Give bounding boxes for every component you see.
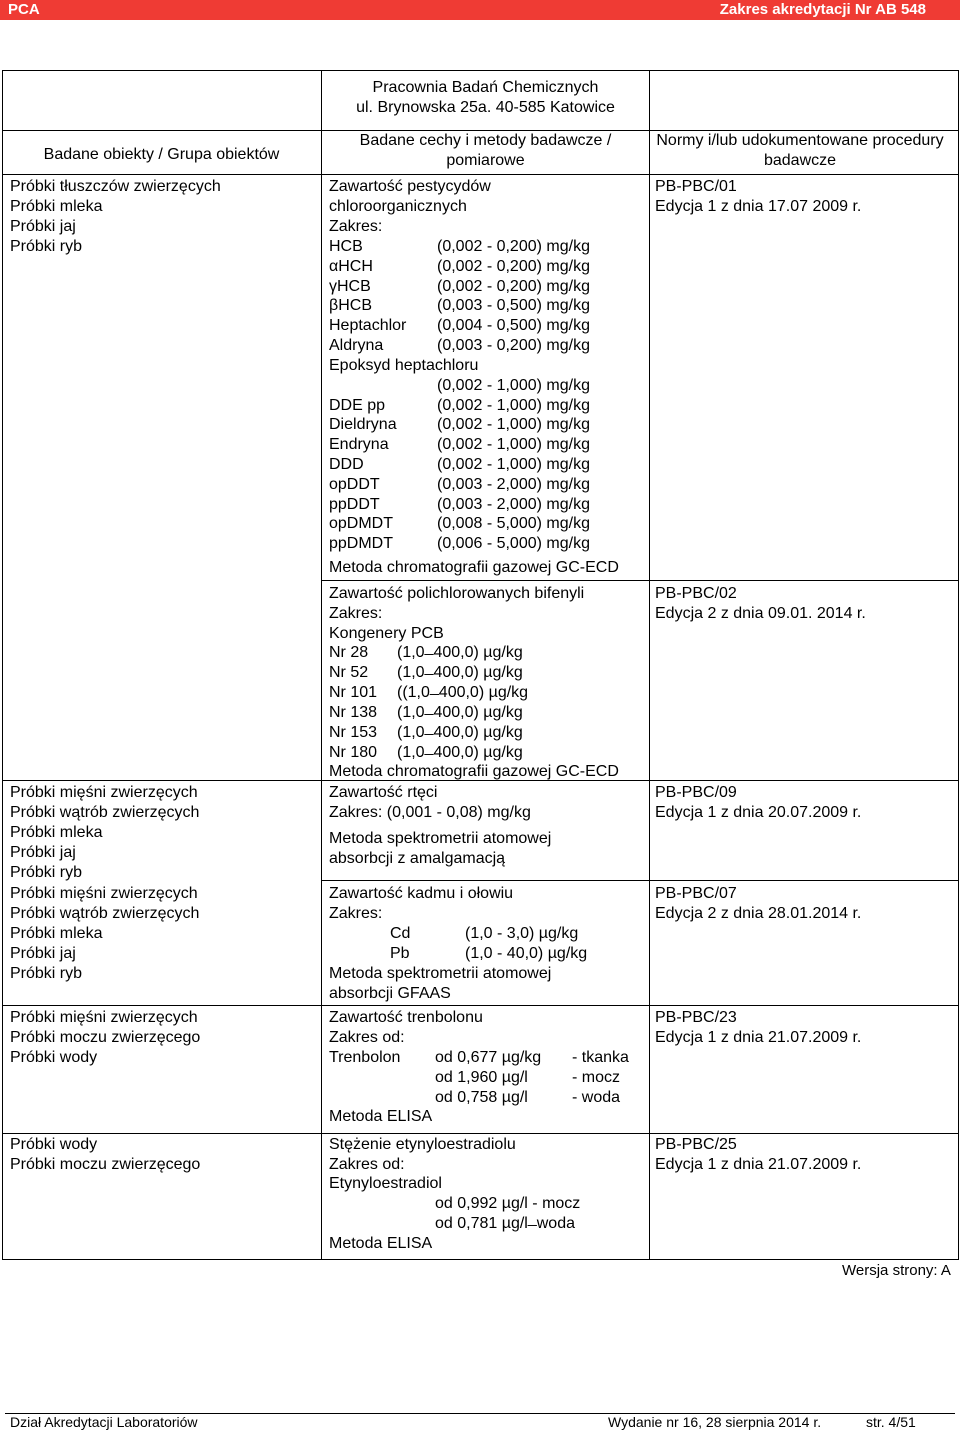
analyte-name: Cd bbox=[390, 925, 411, 942]
analyte-name: opDDT bbox=[329, 476, 380, 493]
norm-edition: Edycja 2 z dnia 28.01.2014 r. bbox=[655, 905, 862, 922]
analyte-range: (0,002 - 0,200) mg/kg bbox=[437, 238, 590, 255]
page-version: Wersja strony: A bbox=[842, 1262, 951, 1279]
object-item: Próbki tłuszczów zwierzęcych bbox=[10, 178, 221, 195]
analyte-name: Nr 138 bbox=[329, 704, 378, 721]
norm-code: PB-PBC/02 bbox=[655, 585, 737, 602]
object-item: Próbki mięśni zwierzęcych bbox=[10, 1009, 198, 1026]
norm-edition: Edycja 1 z dnia 17.07 2009 r. bbox=[655, 198, 862, 215]
column-divider-2 bbox=[649, 70, 650, 1260]
rule-row5 bbox=[2, 1133, 959, 1134]
analyte-range: (0,002 - 1,000) mg/kg bbox=[437, 456, 590, 473]
analyte-range: (0,002 - 1,000) mg/kg bbox=[437, 436, 590, 453]
range-label: Zakres od: bbox=[329, 1029, 405, 1046]
object-item: Próbki wody bbox=[10, 1136, 98, 1153]
analyte-name: γHCB bbox=[329, 278, 371, 295]
analyte-name: Endryna bbox=[329, 436, 389, 453]
analyte-range: od 0,677 µg/kg bbox=[435, 1049, 542, 1066]
method-text: Metoda ELISA bbox=[329, 1108, 433, 1125]
analyte-range: od 0,781 µg/l ̶ woda bbox=[435, 1215, 575, 1232]
object-item: Próbki mleka bbox=[10, 824, 103, 841]
object-item: Próbki wody bbox=[10, 1049, 98, 1066]
norm-edition: Edycja 1 z dnia 20.07.2009 r. bbox=[655, 804, 862, 821]
object-item: Próbki jaj bbox=[10, 844, 76, 861]
footer-edition: Wydanie nr 16, 28 sierpnia 2014 r. bbox=[608, 1414, 822, 1430]
analyte-name: Nr 180 bbox=[329, 744, 378, 761]
object-item: Próbki jaj bbox=[10, 945, 76, 962]
analyte-name: ppDDT bbox=[329, 496, 380, 513]
test-title: Zawartość pestycydów bbox=[329, 178, 491, 195]
norm-code: PB-PBC/07 bbox=[655, 885, 737, 902]
method-text: Metoda chromatografii gazowej GC-ECD bbox=[329, 763, 619, 780]
norm-code: PB-PBC/23 bbox=[655, 1009, 737, 1026]
object-item: Próbki mięśni zwierzęcych bbox=[10, 784, 198, 801]
analyte-range: od 0,758 µg/l bbox=[435, 1089, 528, 1106]
analyte-name: Nr 153 bbox=[329, 724, 378, 741]
object-item: Próbki mięśni zwierzęcych bbox=[10, 885, 198, 902]
analyte-name: HCB bbox=[329, 238, 363, 255]
test-title: Zawartość kadmu i ołowiu bbox=[329, 885, 514, 902]
object-item: Próbki ryb bbox=[10, 238, 83, 255]
range-label: Zakres: bbox=[329, 218, 383, 235]
test-title: Zawartość polichlorowanych bifenyli bbox=[329, 585, 585, 602]
object-item: Próbki moczu zwierzęcego bbox=[10, 1156, 201, 1173]
norm-code: PB-PBC/09 bbox=[655, 784, 737, 801]
analyte-name: Epoksyd heptachloru bbox=[329, 357, 479, 374]
method-text: Metoda ELISA bbox=[329, 1235, 433, 1252]
footer-page-number: str. 4/51 bbox=[866, 1414, 916, 1430]
object-item: Próbki ryb bbox=[10, 965, 83, 982]
rule-row1 bbox=[322, 580, 959, 581]
range-label: Zakres: bbox=[329, 605, 383, 622]
analyte-name: DDE pp bbox=[329, 397, 386, 414]
method-text: absorbcji GFAAS bbox=[329, 985, 451, 1002]
analyte-range: (0,004 - 0,500) mg/kg bbox=[437, 317, 590, 334]
analyte-name: Dieldryna bbox=[329, 416, 397, 433]
column-header-norms: Normy i/lub udokumentowane procedury badawcze bbox=[656, 132, 944, 169]
test-title: Zawartość rtęci bbox=[329, 784, 438, 801]
object-item: Próbki wątrób zwierzęcych bbox=[10, 905, 200, 922]
norm-edition: Edycja 1 z dnia 21.07.2009 r. bbox=[655, 1029, 862, 1046]
analyte-name: αHCH bbox=[329, 258, 373, 275]
analyte-range: (0,006 - 5,000) mg/kg bbox=[437, 535, 590, 552]
lab-name bbox=[322, 78, 649, 118]
analyte-range: (1,0 - 40,0) µg/kg bbox=[465, 945, 588, 962]
test-title: chloroorganicznych bbox=[329, 198, 467, 215]
analyte-name: ppDMDT bbox=[329, 535, 394, 552]
analyte-range: (0,003 - 0,200) mg/kg bbox=[437, 337, 590, 354]
footer-department: Dział Akredytacji Laboratoriów bbox=[10, 1414, 198, 1430]
sub-label: Etynyloestradiol bbox=[329, 1175, 442, 1192]
rule-row3 bbox=[322, 880, 959, 881]
analyte-range: ((1,0 ̶ 400,0) µg/kg bbox=[397, 684, 529, 701]
analyte-name: Nr 28 bbox=[329, 644, 369, 661]
lab-name-line1: Pracownia Badań Chemicznych bbox=[372, 79, 599, 96]
analyte-range: (1,0 ̶ 400,0) µg/kg bbox=[397, 744, 523, 761]
range-label: Zakres od: bbox=[329, 1156, 405, 1173]
analyte-name: Trenbolon bbox=[329, 1049, 401, 1066]
analyte-name: βHCB bbox=[329, 297, 372, 314]
norm-code: PB-PBC/25 bbox=[655, 1136, 737, 1153]
object-item: Próbki moczu zwierzęcego bbox=[10, 1029, 201, 1046]
analyte-range: (0,002 - 1,000) mg/kg bbox=[437, 397, 590, 414]
analyte-range: (0,003 - 0,500) mg/kg bbox=[437, 297, 590, 314]
analyte-range: (0,002 - 1,000) mg/kg bbox=[437, 416, 590, 433]
analyte-range: (1,0 ̶ 400,0) µg/kg bbox=[397, 664, 523, 681]
rule-row4 bbox=[2, 1005, 959, 1006]
analyte-name: DDD bbox=[329, 456, 364, 473]
method-text: Metoda chromatografii gazowej GC-ECD bbox=[329, 559, 619, 576]
column-header-objects: Badane obiekty / Grupa obiektów bbox=[43, 146, 280, 163]
analyte-range: (0,008 - 5,000) mg/kg bbox=[437, 515, 590, 532]
analyte-range: (0,002 - 0,200) mg/kg bbox=[437, 278, 590, 295]
lab-address: ul. Brynowska 25a. 40-585 Katowice bbox=[356, 99, 615, 116]
analyte-range: (0,003 - 2,000) mg/kg bbox=[437, 496, 590, 513]
analyte-name: Nr 52 bbox=[329, 664, 369, 681]
analyte-name: Nr 101 bbox=[329, 684, 378, 701]
analyte-range: (1,0 ̶ 400,0) µg/kg bbox=[397, 704, 523, 721]
header-org: PCA bbox=[8, 1, 40, 18]
analyte-range: (0,003 - 2,000) mg/kg bbox=[437, 476, 590, 493]
sub-label: Kongenery PCB bbox=[329, 625, 444, 642]
analyte-range: (1,0 ̶ 400,0) µg/kg bbox=[397, 724, 523, 741]
object-item: Próbki mleka bbox=[10, 925, 103, 942]
range-label: Zakres: (0,001 - 0,08) mg/kg bbox=[329, 804, 531, 821]
analyte-range: (1,0 ̶ 400,0) µg/kg bbox=[397, 644, 523, 661]
analyte-range: (0,002 - 1,000) mg/kg bbox=[437, 377, 590, 394]
object-item: Próbki jaj bbox=[10, 218, 76, 235]
top-header-bar bbox=[0, 0, 960, 20]
analyte-range: od 0,992 µg/l - mocz bbox=[435, 1195, 581, 1212]
analyte-range: (0,002 - 0,200) mg/kg bbox=[437, 258, 590, 275]
analyte-name: opDMDT bbox=[329, 515, 394, 532]
analyte-range: (1,0 - 3,0) µg/kg bbox=[465, 925, 579, 942]
analyte-name: Pb bbox=[390, 945, 410, 962]
method-text: absorbcji z amalgamacją bbox=[329, 850, 506, 867]
analyte-range: od 1,960 µg/l bbox=[435, 1069, 528, 1086]
analyte-name: Aldryna bbox=[329, 337, 384, 354]
test-title: Stężenie etynyloestradiolu bbox=[329, 1136, 516, 1153]
analyte-name: Heptachlor bbox=[329, 317, 407, 334]
analyte-matrix: - mocz bbox=[572, 1069, 620, 1086]
norm-edition: Edycja 2 z dnia 09.01. 2014 r. bbox=[655, 605, 866, 622]
column-divider-1 bbox=[321, 70, 322, 1260]
test-title: Zawartość trenbolonu bbox=[329, 1009, 483, 1026]
object-item: Próbki mleka bbox=[10, 198, 103, 215]
analyte-matrix: - tkanka bbox=[572, 1049, 629, 1066]
range-label: Zakres: bbox=[329, 905, 383, 922]
norm-code: PB-PBC/01 bbox=[655, 178, 737, 195]
object-item: Próbki wątrób zwierzęcych bbox=[10, 804, 200, 821]
column-header-methods: Badane cechy i metody badawcze / pomiarowe bbox=[359, 132, 612, 169]
analyte-matrix: - woda bbox=[572, 1089, 621, 1106]
method-text: Metoda spektrometrii atomowej bbox=[329, 965, 552, 982]
method-text: Metoda spektrometrii atomowej bbox=[329, 830, 552, 847]
object-item: Próbki ryb bbox=[10, 864, 83, 881]
norm-edition: Edycja 1 z dnia 21.07.2009 r. bbox=[655, 1156, 862, 1173]
header-document-title: Zakres akredytacji Nr AB 548 bbox=[719, 1, 926, 18]
